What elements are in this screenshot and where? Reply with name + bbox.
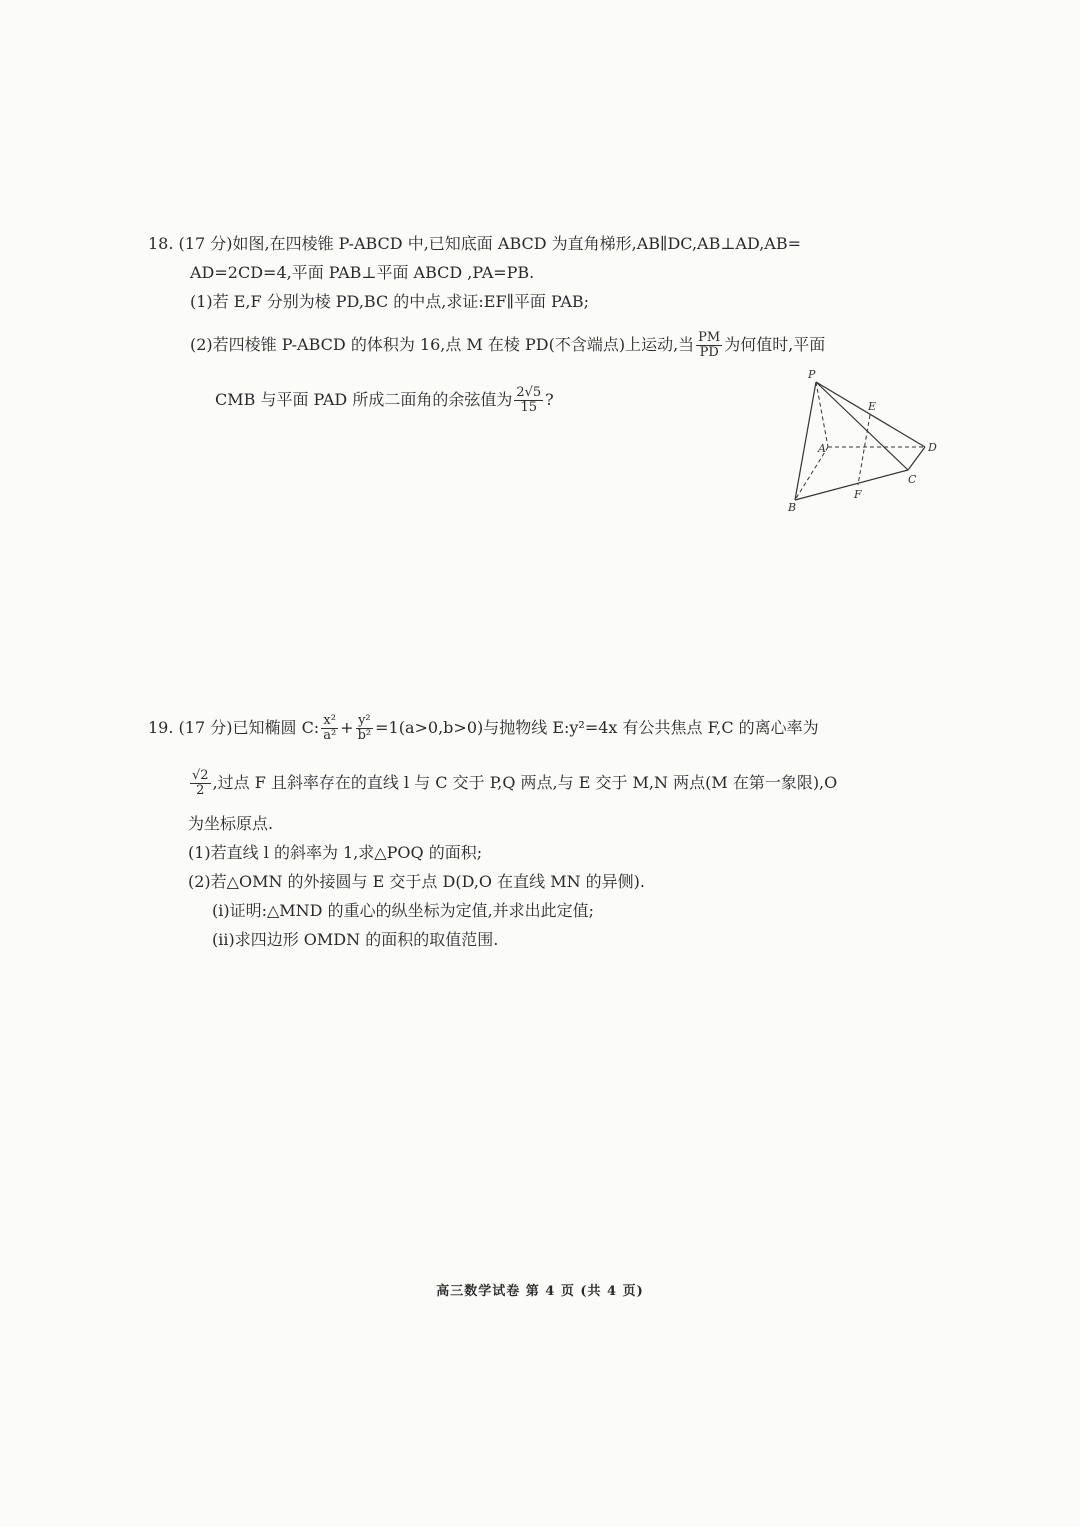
fraction-pm-pd: $\frac{PM}{PD}$ <box>698 330 721 360</box>
fraction-eccentricity: $\frac{√2}{2}$ <box>192 768 209 798</box>
q19-line1: 19. (17 分)已知椭圆 C: $\frac{\text{x²}}{\text{a²}}$ + $\frac{\text{y²}}{\text{b²}}$ =1(a>0,b>0)与抛物线 E:y²=4x 有公共焦点 F,C 的离心率为 <box>148 713 819 743</box>
label-b: B <box>788 501 797 514</box>
q18-part1: (1)若 E,F 分别为棱 PD,BC 的中点,求证:EF∥平面 PAB; <box>190 292 590 311</box>
q19-part1: (1)若直线 l 的斜率为 1,求△POQ 的面积; <box>188 843 483 862</box>
label-p: P <box>808 368 816 381</box>
page-footer: 高三数学试卷 第 4 页 (共 4 页) <box>436 1284 644 1299</box>
q18-line2: AD=2CD=4,平面 PAB⊥平面 ABCD ,PA=PB. <box>190 263 535 282</box>
q19-line2: $\frac{√2}{2}$ ,过点 F 且斜率存在的直线 l 与 C 交于 P,Q 两点,与 E 交于 M,N 两点(M 在第一象限),O <box>192 768 838 798</box>
label-c: C <box>908 473 917 486</box>
q19-number: 19. <box>148 718 174 737</box>
pyramid-figure <box>780 365 950 520</box>
q18-part2-cont: CMB 与平面 PAD 所成二面角的余弦值为 $\frac{2√5}{15}$ ? <box>215 385 554 415</box>
q18-line1: 18. (17 分)如图,在四棱锥 P-ABCD 中,已知底面 ABCD 为直角梯形,AB∥DC,AB⊥AD,AB= <box>148 234 802 253</box>
q18-part2: (2)若四棱锥 P-ABCD 的体积为 16,点 M 在棱 PD(不含端点)上运动,当 $\frac{PM}{PD}$ 为何值时,平面 <box>190 330 826 360</box>
label-f: F <box>854 488 862 501</box>
fraction-x2-a2: $\frac{\text{x²}}{\text{a²}}$ <box>323 713 337 743</box>
q19-line3: 为坐标原点. <box>188 814 274 833</box>
fraction-y2-b2: $\frac{\text{y²}}{\text{b²}}$ <box>357 713 372 743</box>
q19-part2-i: (ⅰ)证明:△MND 的重心的纵坐标为定值,并求出此定值; <box>212 901 595 920</box>
q19-part2-ii: (ⅱ)求四边形 OMDN 的面积的取值范围. <box>212 930 499 949</box>
fraction-cosine-value: $\frac{2√5}{15}$ <box>516 385 542 415</box>
q19-part2: (2)若△OMN 的外接圆与 E 交于点 D(D,O 在直线 MN 的异侧). <box>188 872 645 891</box>
q18-number: 18. <box>148 234 174 253</box>
label-e: E <box>868 400 877 413</box>
label-a: A <box>818 442 826 455</box>
label-d: D <box>928 441 937 454</box>
